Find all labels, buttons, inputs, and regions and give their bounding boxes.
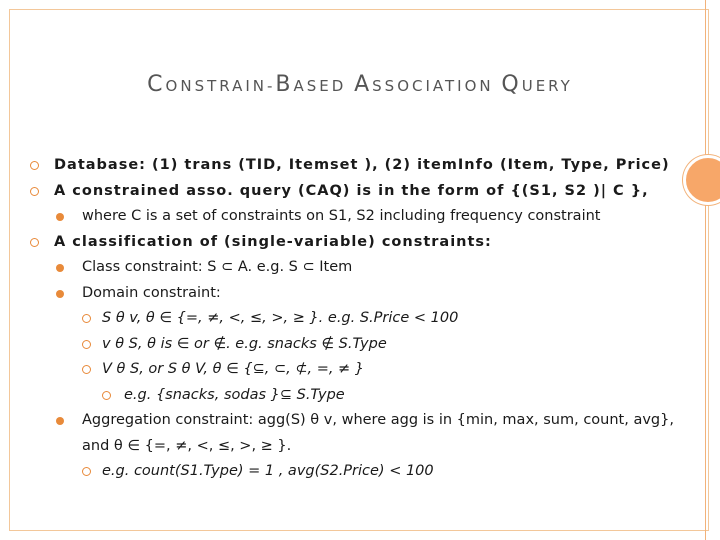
title-part: UERY: [521, 77, 573, 95]
bullet-icon: [56, 290, 64, 298]
list-item: [30, 332, 710, 358]
title-part: Q: [501, 72, 522, 97]
list-item: [30, 230, 710, 256]
list-item: [30, 204, 710, 230]
list-item: [30, 306, 710, 332]
title-part: B: [275, 72, 294, 97]
bullet-text: Aggregation constraint: agg(S) θ v, where agg is in {min, max, sum, count, avg}, and θ ∈ {=, ≠, <, ≤, >, ≥ }.: [82, 412, 674, 454]
bullet-text: v θ S, θ is ∈ or ∉. e.g. snacks ∉ S.Type: [102, 335, 387, 352]
bullet-text: Class constraint: S ⊂ A. e.g. S ⊂ Item: [82, 259, 353, 275]
list-item: [30, 459, 710, 485]
title-part: C: [147, 72, 166, 97]
slide-title: [0, 72, 720, 97]
bullet-text: e.g. {snacks, sodas }⊆ S.Type: [124, 386, 345, 403]
bullet-text: where C is a set of constraints on S1, S2 including frequency constraint: [82, 208, 601, 224]
bullet-icon: [82, 467, 91, 476]
bullet-text: A classification of (single-variable) constraints:: [54, 233, 492, 250]
list-item: [30, 408, 702, 459]
bullet-icon: [56, 417, 64, 425]
title-part: SSOCIATION: [372, 77, 502, 95]
title-part: A: [354, 72, 373, 97]
bullet-icon: [102, 391, 111, 400]
bullet-icon: [30, 238, 39, 247]
bullet-icon: [82, 365, 91, 374]
bullet-text: Database: (1) trans (TID, Itemset ), (2) itemInfo (Item, Type, Price): [54, 157, 670, 173]
bullet-icon: [30, 161, 39, 170]
title-part: ASED: [293, 77, 355, 95]
bullet-icon: [30, 187, 39, 196]
bullet-text: V θ S, or S θ V, θ ∈ {⊆, ⊂, ⊄, =, ≠ }: [102, 361, 365, 377]
bullet-text: e.g. count(S1.Type) = 1 , avg(S2.Price) < 100: [102, 463, 434, 479]
list-item: [30, 357, 710, 383]
bullet-text: Domain constraint:: [82, 284, 221, 301]
bullet-text: A constrained asso. query (CAQ) is in the form of {(S1, S2 )| C },: [54, 182, 649, 199]
bullet-icon: [82, 340, 91, 349]
bullet-icon: [56, 213, 64, 221]
bullet-icon: [56, 264, 64, 272]
slide-content: [30, 153, 710, 485]
list-item: [30, 383, 710, 409]
bullet-text: S θ v, θ ∈ {=, ≠, <, ≤, >, ≥ }. e.g. S.Price < 100: [102, 310, 459, 326]
bullet-icon: [82, 314, 91, 323]
list-item: [30, 255, 710, 281]
list-item: [30, 179, 710, 205]
list-item: [30, 153, 710, 179]
list-item: [30, 281, 710, 307]
title-part: ONSTRAIN-: [165, 77, 276, 95]
